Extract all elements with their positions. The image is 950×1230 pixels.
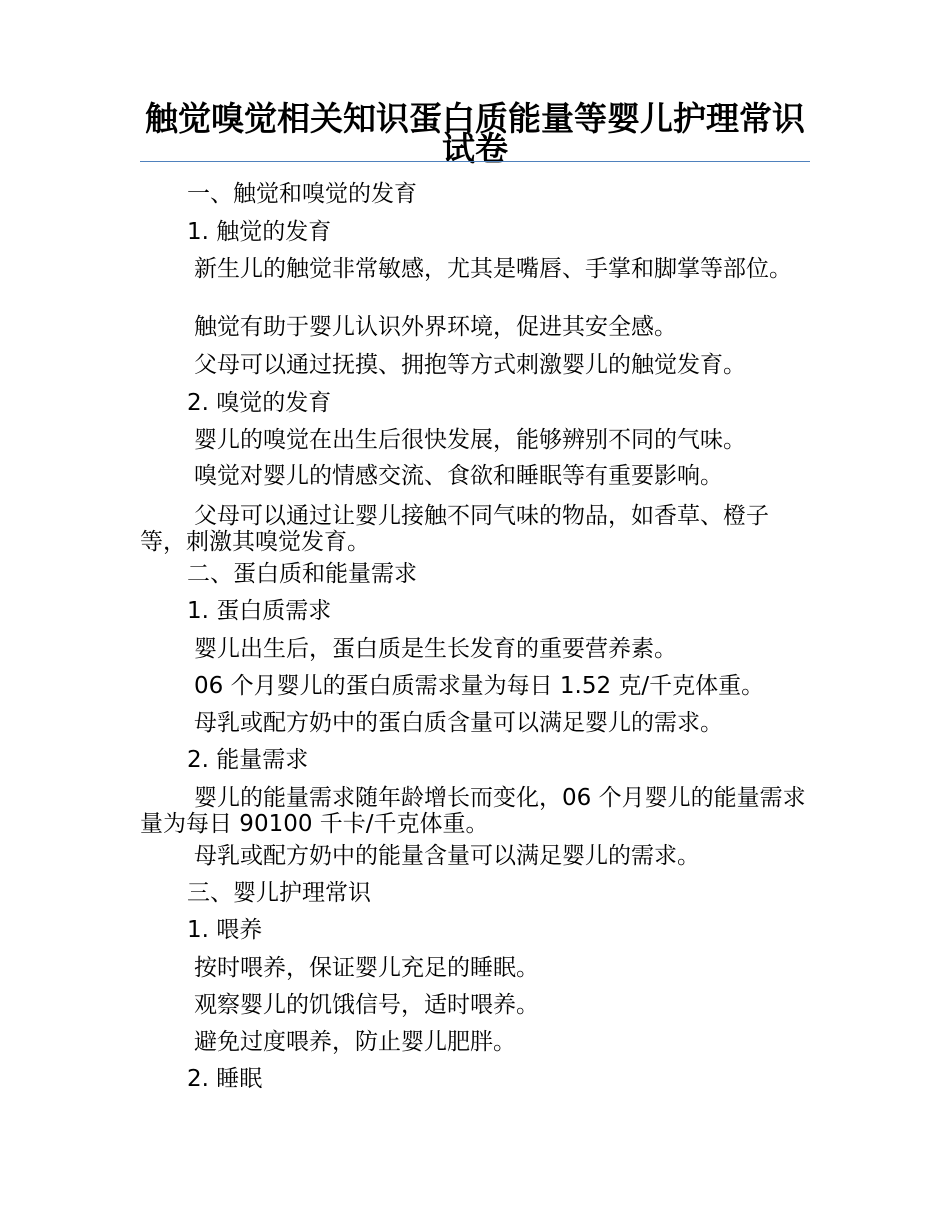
subsection-heading-3-2: 2. 睡眠 [187, 1066, 263, 1092]
paragraph: 婴儿的能量需求随年龄增长而变化，06 个月婴儿的能量需求量为每日 90100 千卡/千克体重。 [140, 785, 806, 837]
paragraph: 母乳或配方奶中的能量含量可以满足婴儿的需求。 [194, 843, 700, 869]
subsection-heading-1-2: 2. 嗅觉的发育 [187, 390, 332, 416]
section-heading-3: 三、婴儿护理常识 [187, 880, 371, 906]
section-heading-1: 一、触觉和嗅觉的发育 [187, 181, 417, 207]
subsection-heading-2-2: 2. 能量需求 [187, 747, 309, 773]
paragraph: 避免过度喂养，防止婴儿肥胖。 [194, 1029, 516, 1055]
paragraph: 父母可以通过抚摸、拥抱等方式刺激婴儿的触觉发育。 [194, 352, 746, 378]
paragraph: 父母可以通过让婴儿接触不同气味的物品，如香草、橙子等，刺激其嗅觉发育。 [140, 503, 769, 555]
section-heading-2: 二、蛋白质和能量需求 [187, 561, 417, 587]
page-title: 触觉嗅觉相关知识蛋白质能量等婴儿护理常识试卷 [145, 99, 805, 168]
paragraph: 婴儿的嗅觉在出生后很快发展，能够辨别不同的气味。 [194, 427, 746, 453]
paragraph: 嗅觉对婴儿的情感交流、食欲和睡眠等有重要影响。 [194, 463, 723, 489]
paragraph: 06 个月婴儿的蛋白质需求量为每日 1.52 克/千克体重。 [194, 673, 765, 699]
subsection-heading-2-1: 1. 蛋白质需求 [187, 598, 332, 624]
paragraph: 母乳或配方奶中的蛋白质含量可以满足婴儿的需求。 [194, 710, 723, 736]
subsection-heading-3-1: 1. 喂养 [187, 917, 263, 943]
paragraph: 婴儿出生后，蛋白质是生长发育的重要营养素。 [194, 636, 677, 662]
paragraph: 按时喂养，保证婴儿充足的睡眠。 [194, 955, 539, 981]
paragraph: 触觉有助于婴儿认识外界环境，促进其安全感。 [194, 314, 677, 340]
paragraph: 新生儿的触觉非常敏感，尤其是嘴唇、手掌和脚掌等部位。 [194, 256, 792, 282]
subsection-heading-1-1: 1. 触觉的发育 [187, 219, 332, 245]
paragraph: 观察婴儿的饥饿信号，适时喂养。 [194, 992, 539, 1018]
title-underline [140, 161, 810, 162]
